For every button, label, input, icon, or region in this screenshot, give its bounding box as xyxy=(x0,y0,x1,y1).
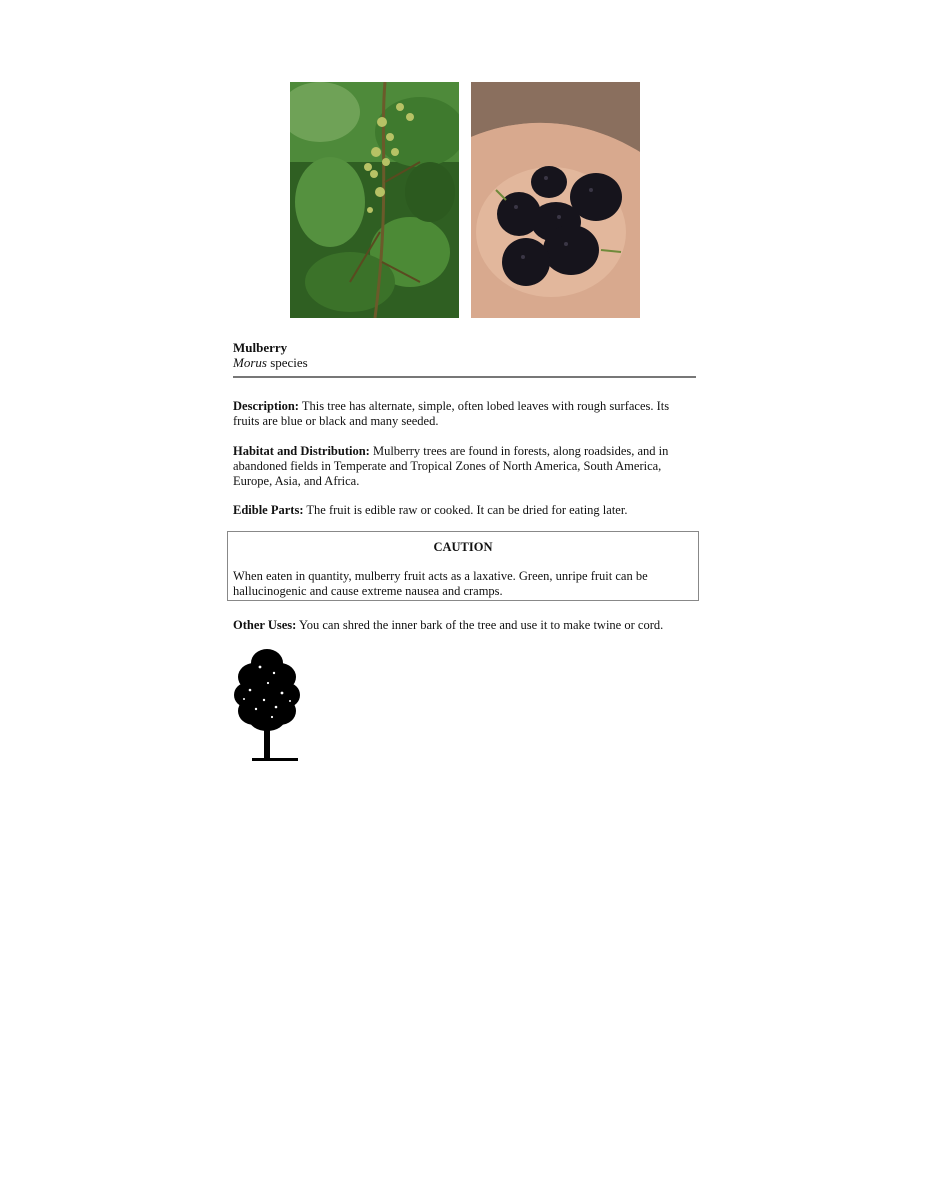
common-name: Mulberry xyxy=(233,340,288,355)
tree-silhouette-icon xyxy=(232,645,302,770)
genus-name: Morus xyxy=(233,355,267,370)
species-suffix: species xyxy=(270,355,308,370)
mulberry-fruit-in-hand-photo xyxy=(471,82,640,318)
caution-box xyxy=(227,531,699,601)
plant-name-block xyxy=(233,340,308,370)
habitat-label: Habitat and Distribution: xyxy=(233,444,370,458)
description-text: This tree has alternate, simple, often lobed leaves with rough surfaces. Its fruits are blue or black and many seeded. xyxy=(233,399,670,428)
caution-title: CAUTION xyxy=(433,540,493,554)
title-divider xyxy=(233,376,696,378)
caution-text: When eaten in quantity, mulberry fruit acts as a laxative. Green, unripe fruit can be hallucinogenic and cause extreme nausea and cramps. xyxy=(233,569,648,598)
scientific-name xyxy=(233,355,308,370)
edible-parts-section xyxy=(233,503,695,518)
other-uses-label: Other Uses: xyxy=(233,618,297,632)
edible-label: Edible Parts: xyxy=(233,503,304,517)
habitat-text: Mulberry trees are found in forests, along roadsides, and in abandoned fields in Temperate and Tropical Zones of North America, South America, Europe, Asia, and Africa. xyxy=(233,444,669,488)
other-uses-section xyxy=(233,618,695,633)
edible-text: The fruit is edible raw or cooked. It can be dried for eating later. xyxy=(306,503,628,517)
description-section xyxy=(233,399,695,429)
description-label: Description: xyxy=(233,399,299,413)
habitat-section xyxy=(233,444,695,489)
mulberry-branch-photo xyxy=(290,82,459,318)
other-uses-text: You can shred the inner bark of the tree and use it to make twine or cord. xyxy=(298,618,664,632)
